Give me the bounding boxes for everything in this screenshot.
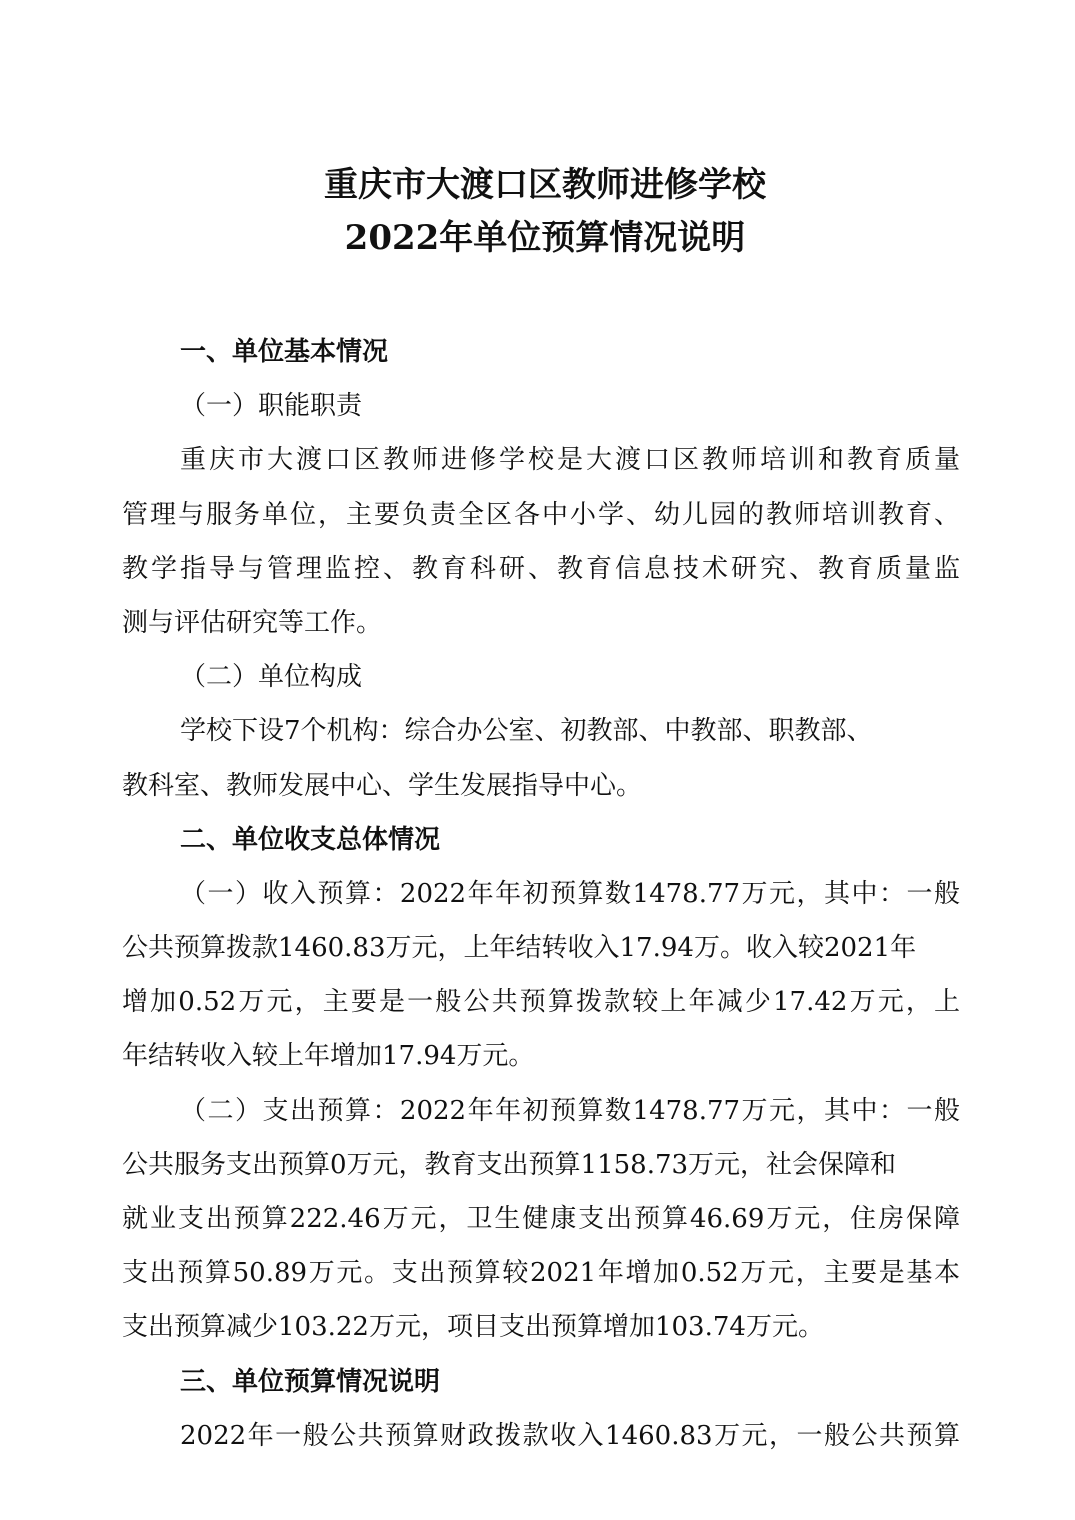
- text-line: 学校下设7个机构：综合办公室、初教部、中教部、职教部、: [180, 716, 873, 747]
- text-line: 管理与服务单位，主要负责全区各中小学、幼儿园的教师培训教育、: [122, 499, 960, 530]
- text-line: （一）收入预算：2022年年初预算数1478.77万元，其中：一般: [180, 878, 960, 909]
- text-line: 年结转收入较上年增加17.94万元。: [122, 1041, 535, 1072]
- text-line: 教科室、教师发展中心、学生发展指导中心。: [122, 770, 643, 801]
- text-line: 支出预算减少103.22万元，项目支出预算增加103.74万元。: [122, 1312, 824, 1343]
- text-line: 测与评估研究等工作。: [122, 607, 383, 638]
- text-line: （一）职能职责: [180, 391, 363, 422]
- text-line: 2022年一般公共预算财政拨款收入1460.83万元，一般公共预算: [180, 1420, 960, 1451]
- text-line: 增加0.52万元，主要是一般公共预算拨款较上年减少17.42万元，上: [122, 987, 960, 1018]
- text-line: （二）支出预算：2022年年初预算数1478.77万元，其中：一般: [180, 1095, 960, 1126]
- section-heading: 二、单位收支总体情况: [180, 824, 441, 855]
- text-line: 就业支出预算222.46万元，卫生健康支出预算46.69万元，住房保障: [122, 1204, 960, 1234]
- text-line: 支出预算50.89万元。支出预算较2021年增加0.52万元，主要是基本: [122, 1258, 960, 1289]
- document-body: [122, 325, 960, 1463]
- document-title-line-1: 重庆市大渡口区教师进修学校: [324, 165, 766, 205]
- text-line: 公共服务支出预算0万元，教育支出预算1158.73万元，社会保障和: [122, 1149, 897, 1180]
- section-heading: 一、单位基本情况: [180, 337, 389, 367]
- text-line: （二）单位构成: [180, 662, 363, 693]
- text-line: 重庆市大渡口区教师进修学校是大渡口区教师培训和教育质量: [180, 445, 960, 476]
- document-title-line-2: 2022年单位预算情况说明: [344, 218, 746, 258]
- section-heading: 三、单位预算情况说明: [180, 1366, 441, 1397]
- text-line: 公共预算拨款1460.83万元，上年结转收入17.94万。收入较2021年: [122, 933, 917, 964]
- text-line: 教学指导与管理监控、教育科研、教育信息技术研究、教育质量监: [122, 553, 960, 584]
